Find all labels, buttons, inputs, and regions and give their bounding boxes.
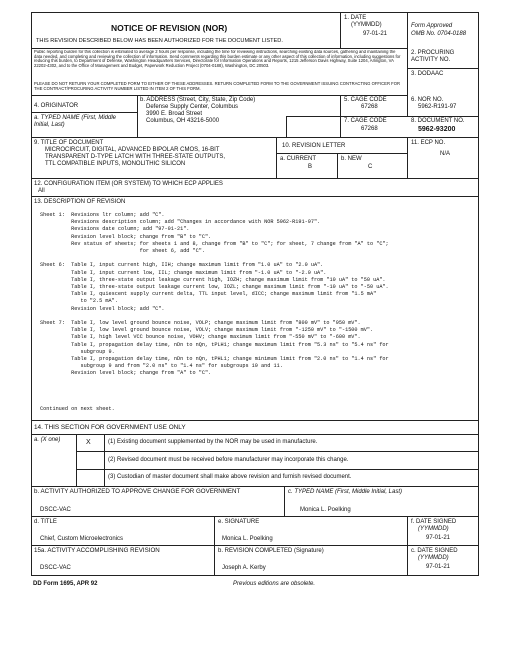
description-line: Table I, propagation delay time, nDn to nQn, tPHL1; change minimum limit from "2.0 ns" to "1.4 ns" for <box>40 356 389 362</box>
cage-code-7-label: 7. CAGE CODE <box>344 118 387 124</box>
option-2-text: (2) Revised document must be received before manufacturer may incorporate this change. <box>108 457 349 463</box>
description-line: Table I, three-state output leakage current high, IOZH; change maximum limit from "10 uA" to "50 uA". <box>40 276 386 283</box>
form-title: NOTICE OF REVISION (NOR) <box>111 23 228 33</box>
description-line: for sheet 6, add "C". <box>40 248 205 254</box>
gov-title-label: d. TITLE <box>34 519 57 525</box>
address-line-1: Defense Supply Center, Columbus <box>146 104 239 110</box>
activity-authorized-label: b. ACTIVITY AUTHORIZED TO APPROVE CHANGE FOR GOVERNMENT <box>34 488 241 495</box>
description-line: Sheet 6: Table I, input current high, IIH; change maximum limit from "1.0 uA" to "2.0 uA". <box>40 262 324 269</box>
description-line: subgroup 9 and from "2.0 ns" to "1.4 ns" for subgroups 10 and 11. <box>40 363 283 370</box>
description-label: 13. DESCRIPTION OF REVISION <box>34 199 126 205</box>
revision-current-label: a. CURRENT <box>280 156 317 162</box>
description-line: Sheet 7: Table I, low level ground bounce noise, VOLP; change maximum limit from "800 mV" to "950 mV". <box>40 320 361 326</box>
address-line-3: Columbus, OH 43216-5000 <box>146 118 220 124</box>
document-number-value: 5962-93200 <box>418 126 456 133</box>
document-title-line-2: TRANSPARENT D-TYPE LATCH WITH THREE-STATE OUTPUTS, <box>45 154 226 160</box>
description-line: Table I, quiescent supply current delta, TTL input level, dICC; change maximum limit from "1.5 mA" <box>40 291 377 298</box>
configuration-item-label: 12. CONFIGURATION ITEM (OR SYSTEM) TO WHICH ECP APPLIES <box>34 181 223 187</box>
description-line: Table I, three-state output leakage current low, IOZL; change maximum limit from "-10 uA" to "-50 uA". <box>40 284 389 290</box>
revision-completed-value: Joseph A. Kerby <box>222 565 266 571</box>
government-section-label: 14. THIS SECTION FOR GOVERNMENT USE ONLY <box>34 424 186 431</box>
document-number-label: 8. DOCUMENT NO. <box>411 118 465 124</box>
revision-letter-label: 10. REVISION LETTER <box>282 143 346 149</box>
date-format: (YYMMDD) <box>351 22 382 28</box>
date-label: 1. DATE <box>344 15 367 21</box>
nor-number-label: 6. NOR NO. <box>411 97 444 103</box>
gov-date-signed-value: 97-01-21 <box>426 535 451 541</box>
acc-date-signed-value: 97-01-21 <box>426 564 451 570</box>
address-label: b. ADDRESS (Street, City, State, Zip Code) <box>140 97 256 103</box>
title-of-document-label: 9. TITLE OF DOCUMENT <box>34 140 104 146</box>
address-line-2: 3990 E. Broad Street <box>146 111 203 117</box>
revision-current-value: B <box>308 164 313 170</box>
form-approved: Form Approved <box>411 23 453 29</box>
revision-completed-label: b. REVISION COMPLETED (Signature) <box>218 548 324 554</box>
omb-number: OMB No. 0704-0188 <box>411 31 467 37</box>
gov-date-signed-label: f. DATE SIGNED <box>411 519 457 525</box>
cage-code-7-value: 67268 <box>361 126 378 132</box>
option-1-checkbox[interactable]: X <box>86 439 91 446</box>
gov-typed-name-value: Monica L. Poelking <box>300 507 351 513</box>
revision-new-value: C <box>368 164 373 170</box>
description-line: to "2.5 mA". <box>40 298 118 305</box>
gov-signature-label: e. SIGNATURE <box>218 519 260 525</box>
description-line: Revision level block; change from "B" to "C". <box>40 233 212 240</box>
ecp-number-label: 11. ECP NO. <box>411 140 446 146</box>
description-line: Revisions description column; add "Changes in accordance with NOR 5962-R191-97". <box>40 219 321 226</box>
description-line: Table I, input current low, IIL; change maximum limit from "-1.0 uA" to "-2.0 uA". <box>40 269 327 276</box>
document-title-line-1: MICROCIRCUIT, DIGITAL, ADVANCED BIPOLAR CMOS, 16-BIT <box>45 147 220 153</box>
description-line: Sheet 1: Revisions ltr column; add "C". <box>40 212 165 218</box>
description-line: Table I, low level ground bounce noise, VOLV; change maximum limit from "-1250 mV" to "-1500 mV". <box>40 327 374 334</box>
date-value: 97-01-21 <box>363 31 388 37</box>
gov-typed-name-label: c. TYPED NAME (First, Middle Initial, Last) <box>288 489 403 495</box>
description-line: Continued on next sheet. <box>40 406 115 413</box>
burden-statement: Public reporting burden for this collection is estimated to average 2 hours per response, including the time for reviewing instructions, searching existing data sources, gathering and maintaining the data needed, and completing and reviewing the collection of information. Send comments regarding this burden estimate or any other aspect of this collection of information, including suggestions for reducing this burden, to Department of Defense, Washington Headquarters Services, Directorate for Information Operations and Reports, 1215 Jefferson Davis Highway, Suite 1204, Arlington, VA 22202-4302, and to the Office of Management and Budget, Paperwork Reduction Project (0704-0188), Washington, DC 20503. <box>34 50 401 69</box>
description-line: Revision level block; add "C". <box>40 305 165 312</box>
option-1-text: (1) Existing document supplemented by the NOR may be used in manufacture. <box>108 439 318 445</box>
gov-title-value: Chief, Custom Microelectronics <box>40 536 124 542</box>
procuring-activity-label: 2. PROCURING ACTIVITY NO. <box>411 50 455 63</box>
accomplishing-activity-value: DSCC-VAC <box>40 565 71 571</box>
revision-new-label: b. NEW <box>341 156 362 162</box>
cage-code-5-label: 5. CAGE CODE <box>344 97 387 103</box>
dodaac-label: 3. DODAAC <box>411 71 444 77</box>
document-title-line-3: TTL COMPATIBLE INPUTS, MONOLITHIC SILICON <box>45 161 186 167</box>
configuration-item-value: All <box>38 188 45 194</box>
description-line: Rev status of sheets; for sheets 1 and 8, change from "B" to "C"; for sheet, 7 change from "A" to "C"; <box>40 240 389 247</box>
form-number: DD Form 1695, APR 92 <box>33 581 98 587</box>
description-line: Table I, propagation delay time, nDn to nQn, tPLH1; change maximum limit from "5.3 ns" to "5.4 ns" for <box>40 341 389 348</box>
description-line: Revision level block; change from "A" to "C". <box>40 370 212 377</box>
acc-date-signed-label: c. DATE SIGNED <box>411 548 458 554</box>
form-subtitle: THIS REVISION DESCRIBED BELOW HAS BEEN AUTHORIZED FOR THE DOCUMENT LISTED. <box>36 38 283 44</box>
gov-date-signed-format: (YYMMDD) <box>418 526 449 532</box>
description-line: Revisions date column; add "97-01-21". <box>40 226 190 233</box>
activity-authorized-value: DSCC-VAC <box>40 507 71 513</box>
option-3-text: (3) Custodian of master document shall make above revision and furnish revised document. <box>108 474 352 480</box>
originator-label: 4. ORIGINATOR <box>34 103 79 109</box>
x-one-label: a. (X one) <box>34 437 61 443</box>
return-notice: PLEASE DO NOT RETURN YOUR COMPLETED FORM TO EITHER OF THESE ADDRESSES. RETURN COMPLETED FORM TO THE GOVERNMENT ISSUING CONTRACTING OFFICER FOR THE CONTRACT/PROCURING ACTIVITY NUMBER LISTED IN ITEM 2 OF THIS FORM. <box>34 82 400 91</box>
description-line: subgroup 9. <box>40 348 115 355</box>
acc-date-signed-format: (YYMMDD) <box>418 555 449 561</box>
option-3-checkbox[interactable] <box>77 470 103 485</box>
option-2-checkbox[interactable] <box>77 452 103 468</box>
description-line: Table I, high level VCC bounce noise, VOHV; change maximum limit from "-550 mV" to "-600 mV". <box>40 334 361 341</box>
accomplishing-activity-label: 15a. ACTIVITY ACCOMPLISHING REVISION <box>34 547 160 554</box>
nor-number-value: 5962-R191-97 <box>418 104 457 110</box>
description-body <box>40 212 476 418</box>
ecp-number-value: N/A <box>440 151 451 157</box>
obsolete-note: Previous editions are obsolete. <box>233 581 316 587</box>
gov-signature-value: Monica L. Poelking <box>222 536 273 542</box>
cage-code-5-value: 67268 <box>361 104 378 110</box>
typed-name-label: a. TYPED NAME (First, Middle Initial, Last) <box>34 115 117 128</box>
